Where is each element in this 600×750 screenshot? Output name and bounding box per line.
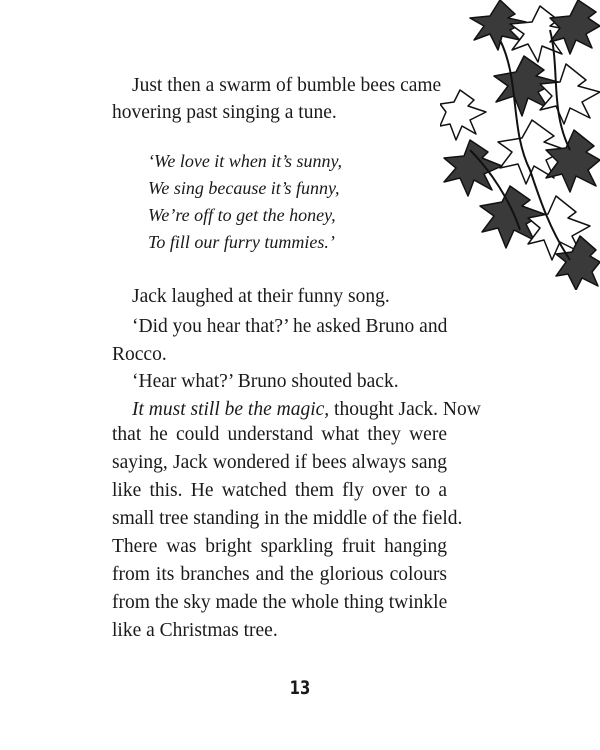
paragraph-5-line-3: saying, Jack wondered if bees always sang — [112, 452, 447, 473]
paragraph-5-line-8: from the sky made the whole thing twinkle — [112, 592, 448, 613]
song-line-3: We’re off to get the honey, — [148, 205, 336, 225]
paragraph-1-line-2: hovering past singing a tune. — [112, 102, 337, 123]
song-line-1: ‘We love it when it’s sunny, — [148, 151, 342, 171]
song-line-4: To fill our furry tummies.’ — [148, 232, 335, 252]
paragraph-5-line-2: that he could understand what they were — [112, 424, 447, 445]
paragraph-3-line-1: ‘Did you hear that?’ he asked Bruno and — [132, 316, 448, 337]
paragraph-5-line-4: like this. He watched them fly over to a — [112, 480, 447, 501]
magic-thought-italic: It must still be the magic, — [132, 399, 330, 420]
paragraph-3-line-2: Rocco. — [112, 344, 167, 365]
paragraph-5-line-9: like a Christmas tree. — [112, 620, 278, 641]
paragraph-2: Jack laughed at their funny song. — [132, 286, 390, 307]
song-line-2: We sing because it’s funny, — [148, 178, 340, 198]
paragraph-4: ‘Hear what?’ Bruno shouted back. — [132, 371, 399, 392]
page-number: 13 — [289, 677, 311, 699]
paragraph-5-line-5: small tree standing in the middle of the field. — [112, 508, 463, 529]
paragraph-1-line-1: Just then a swarm of bumble bees came — [132, 75, 442, 96]
paragraph-5-line-1-rest: thought Jack. Now — [329, 399, 481, 420]
paragraph-5-line-1 — [132, 396, 481, 423]
ivy-leaves-illustration — [440, 0, 600, 290]
paragraph-5-line-6: There was bright sparkling fruit hanging — [112, 536, 447, 557]
paragraph-5-line-7: from its branches and the glorious colours — [112, 564, 447, 585]
